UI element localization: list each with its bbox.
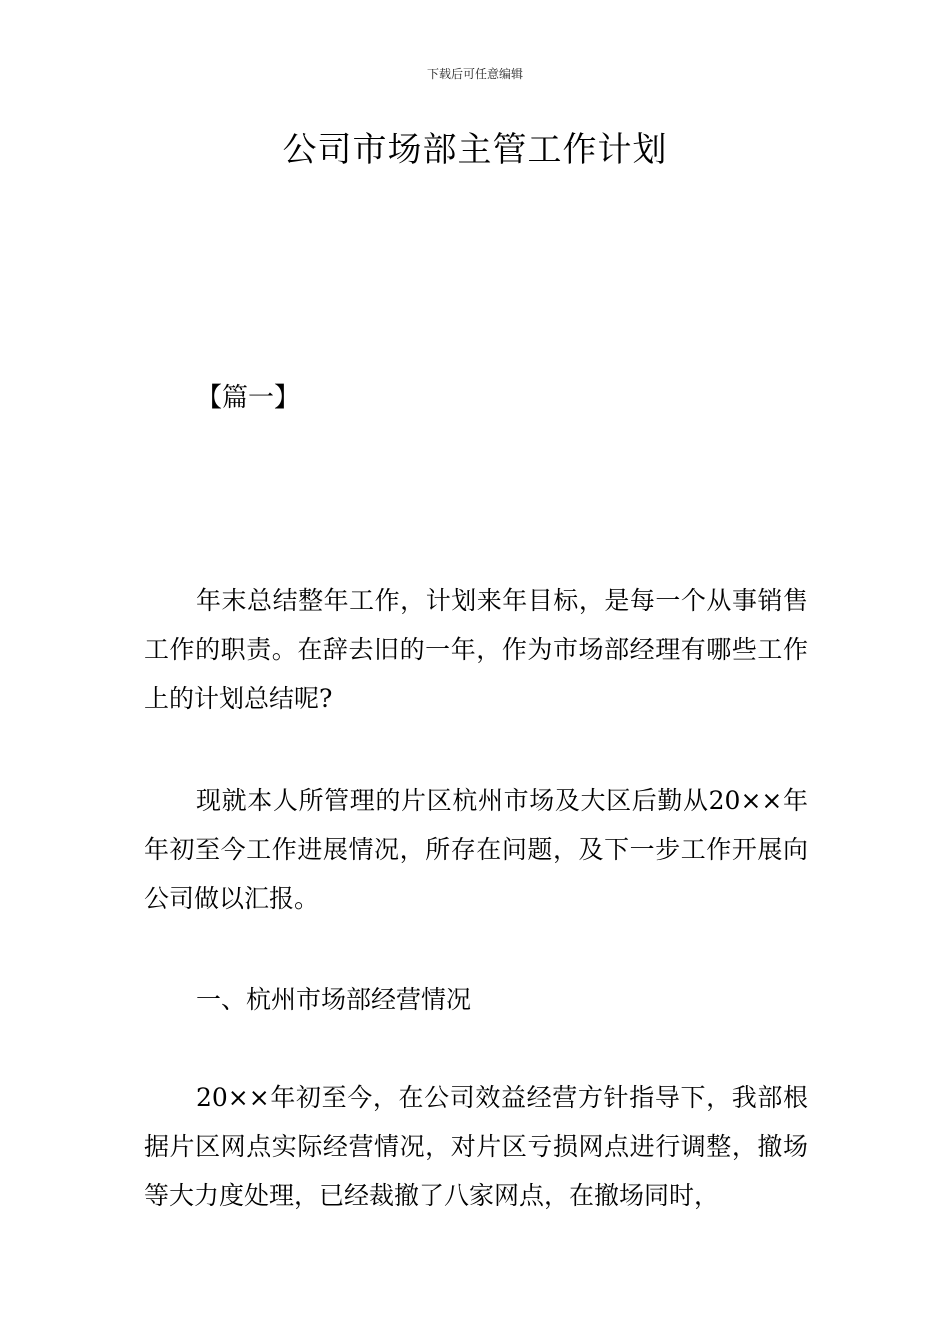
section-heading: 【篇一】 <box>196 383 301 413</box>
subsection-heading: 一、杭州市场部经营情况 <box>196 985 472 1014</box>
paragraph-report-scope: 现就本人所管理的片区杭州市场及大区后勤从20××年年初至今工作进展情况，所存在问题，及下一步工作开展向公司做以汇报。 <box>144 786 808 913</box>
paragraph-intro: 年末总结整年工作，计划来年目标，是每一个从事销售工作的职责。在辞去旧的一年，作为市场部经理有哪些工作上的计划总结呢? <box>144 586 808 713</box>
download-note: 下载后可任意编辑 <box>426 67 523 81</box>
paragraph-operations: 20××年初至今，在公司效益经营方针指导下，我部根据片区网点实际经营情况，对片区亏损网点进行调整，撤场等大力度处理，已经裁撤了八家网点，在撤场同时， <box>144 1083 808 1210</box>
document-title: 公司市场部主管工作计划 <box>282 130 668 170</box>
